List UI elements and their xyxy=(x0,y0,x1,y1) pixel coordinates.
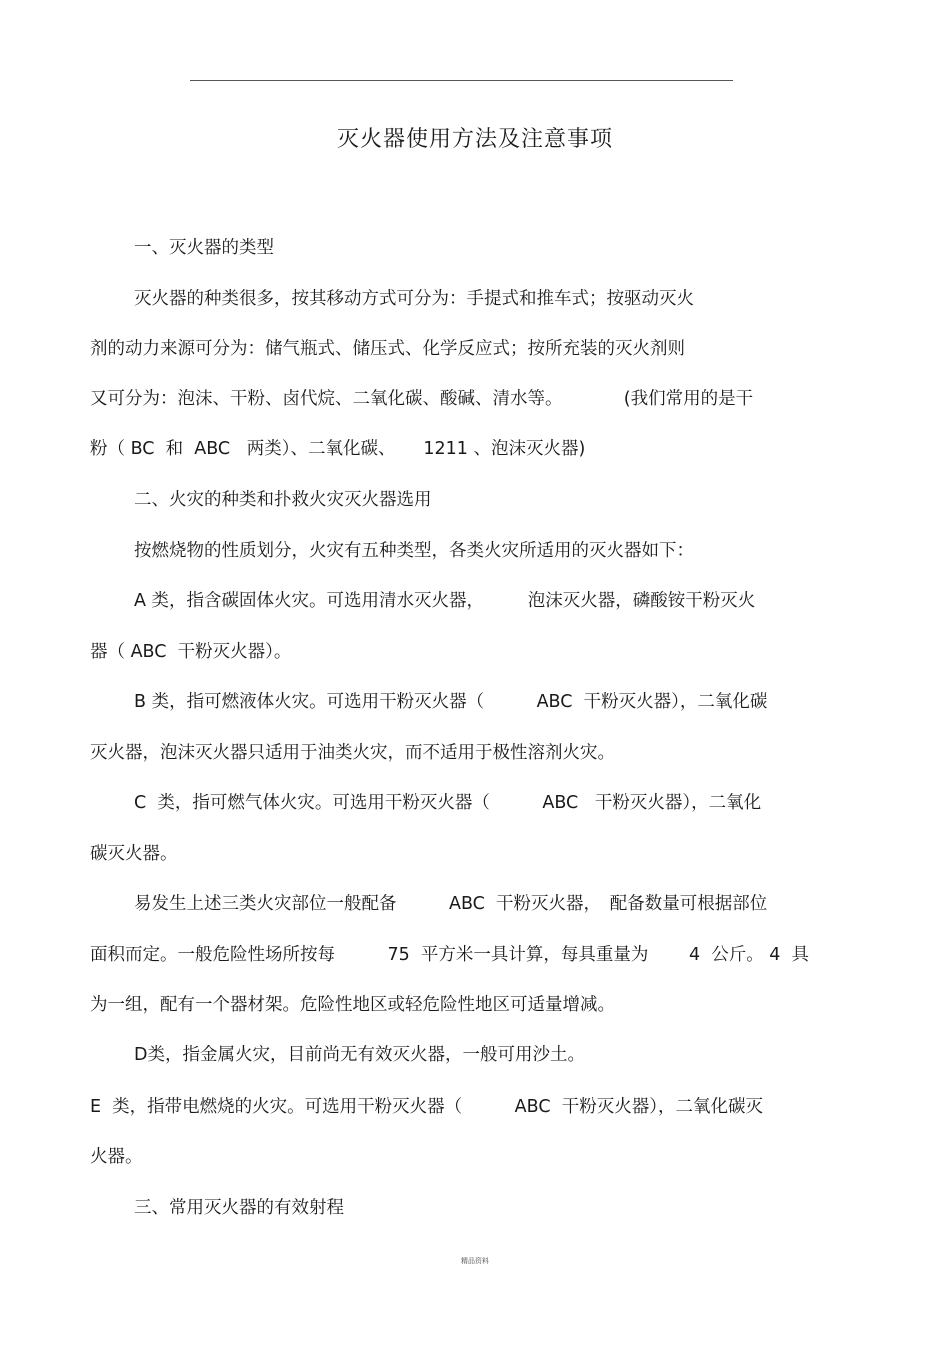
paragraph-line: 灭火器，泡沫灭火器只适用于油类火灾，而不适用于极性溶剂火灾。 xyxy=(90,743,615,763)
paragraph-line: 按燃烧物的性质划分，火灾有五种类型，各类火灾所适用的灭火器如下： xyxy=(134,541,694,561)
paragraph-line: 粉（ BC 和 ABC 两类）、二氧化碳、 1211 、泡沫灭火器) xyxy=(90,439,586,459)
section-heading-2: 二、火灾的种类和扑救火灾灭火器选用 xyxy=(134,490,432,510)
paragraph-line: 又可分为：泡沫、干粉、卤代烷、二氧化碳、酸碱、清水等。 (我们常用的是干 xyxy=(90,389,754,409)
paragraph-line: 易发生上述三类火灾部位一般配备 ABC 干粉灭火器， 配备数量可根据部位 xyxy=(134,894,768,914)
paragraph-line: 剂的动力来源可分为：储气瓶式、储压式、化学反应式；按所充装的灭火剂则 xyxy=(90,339,685,359)
section-heading-1: 一、灭火器的类型 xyxy=(134,238,274,258)
paragraph-line: B 类，指可燃液体火灾。可选用干粉灭火器（ ABC 干粉灭火器），二氧化碳 xyxy=(134,692,768,712)
paragraph-line: 灭火器的种类很多，按其移动方式可分为：手提式和推车式；按驱动灭火 xyxy=(134,289,694,309)
paragraph-line: 火器。 xyxy=(90,1147,143,1167)
paragraph-line: C 类，指可燃气体火灾。可选用干粉灭火器（ ABC 干粉灭火器），二氧化 xyxy=(134,793,762,813)
paragraph-line: 为一组，配有一个器材架。危险性地区或轻危险性地区可适量增减。 xyxy=(90,995,615,1015)
paragraph-line: E 类，指带电燃烧的火灾。可选用干粉灭火器（ ABC 干粉灭火器），二氧化碳灭 xyxy=(90,1097,763,1117)
document-title: 灭火器使用方法及注意事项 xyxy=(336,127,613,152)
paragraph-line: 面积而定。一般危险性场所按每 75 平方米一具计算，每具重量为 4 公斤。 4 具 xyxy=(90,945,810,965)
paragraph-line: 碳灭火器。 xyxy=(90,844,178,864)
paragraph-line: D类，指金属火灾，目前尚无有效灭火器，一般可用沙土。 xyxy=(134,1045,585,1065)
page-footer: 精品资料 xyxy=(461,1257,489,1265)
paragraph-line: A 类，指含碳固体火灾。可选用清水灭火器， 泡沫灭火器，磷酸铵干粉灭火 xyxy=(134,591,756,611)
paragraph-line: 器（ ABC 干粉灭火器）。 xyxy=(90,642,292,662)
header-rule xyxy=(190,80,733,81)
section-heading-3: 三、常用灭火器的有效射程 xyxy=(134,1198,344,1218)
